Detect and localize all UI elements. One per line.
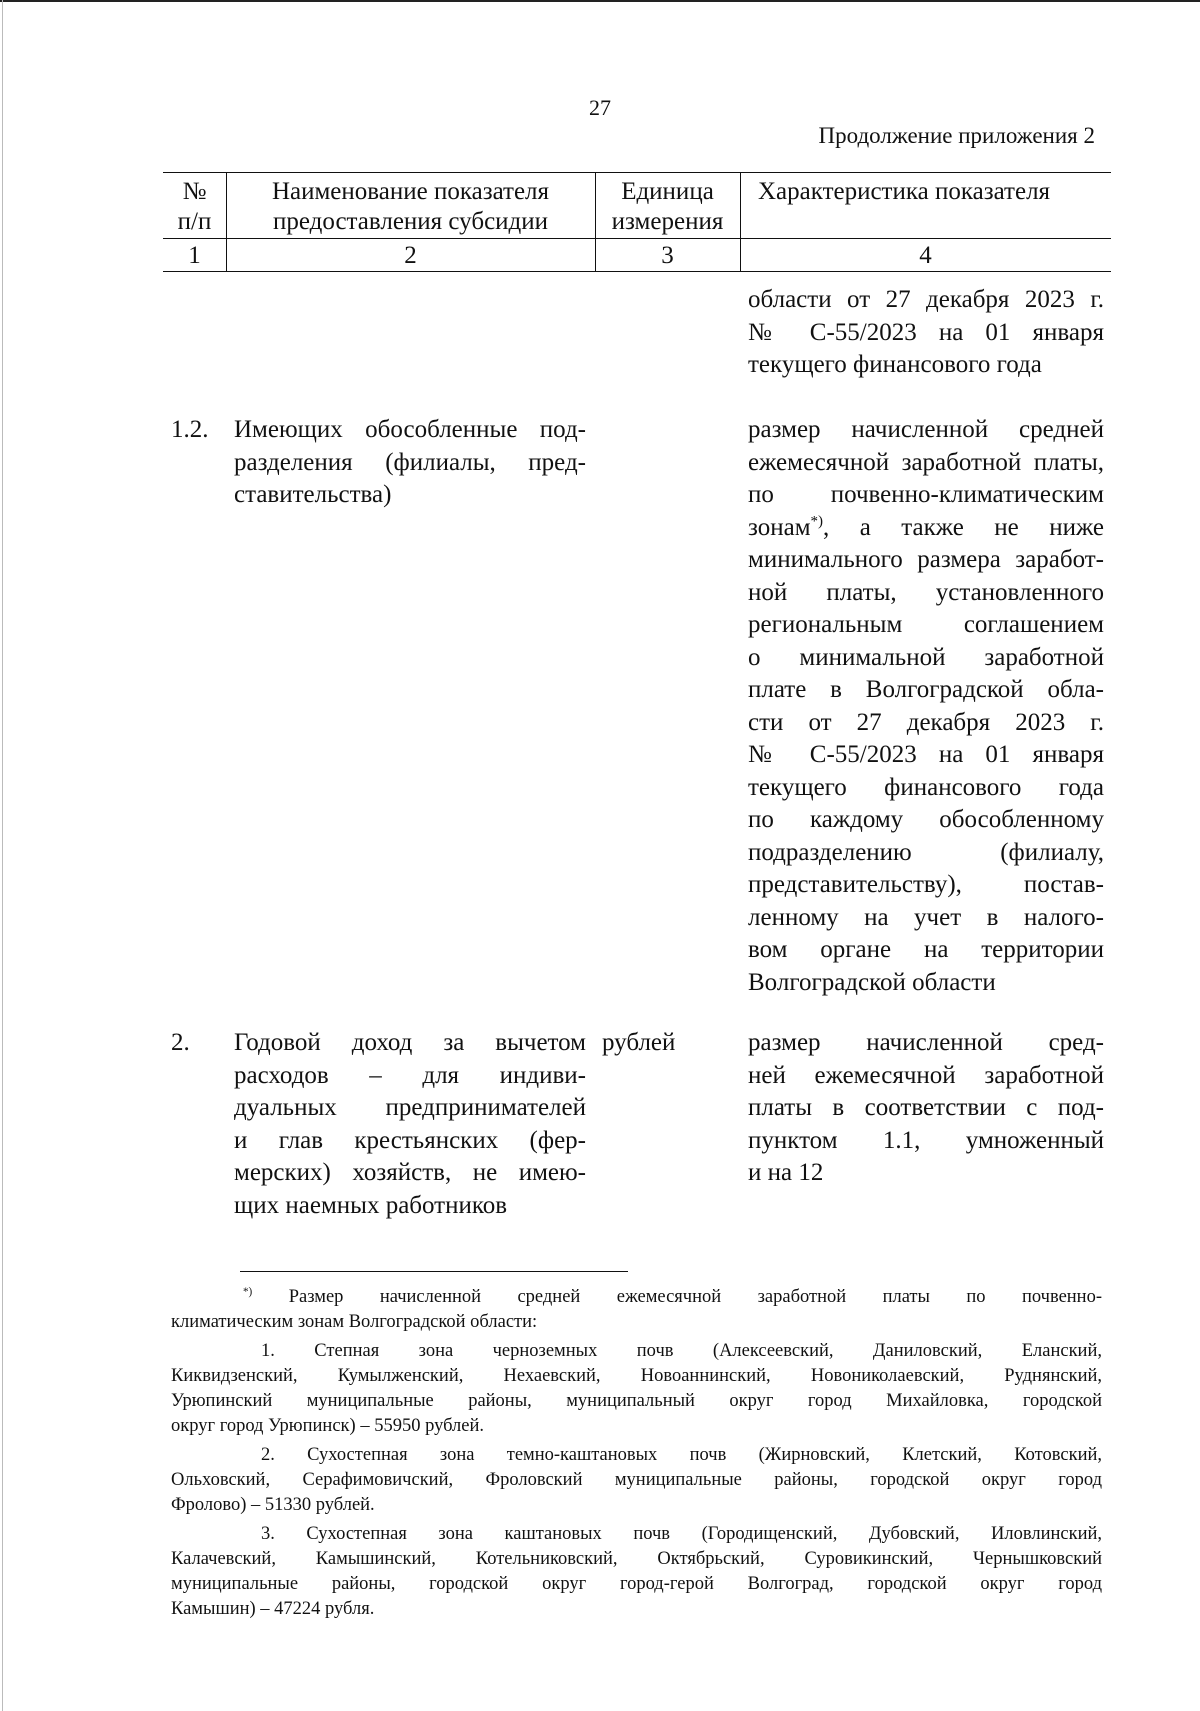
continuation-label: Продолжение приложения 2 — [818, 123, 1095, 148]
column-number: 2 — [404, 242, 417, 269]
footnote-item: 1. Степная зона черноземных почв (Алексеевский, Даниловский, Еланский, Киквидзенский, Кумылженский, Нехаевский, Новоаннинский, Новониколаевский, Руднянский, Урюпинский муниципальные районы, муниципальный округ город Михайловка, городской округ город Урюпинск) – 55950 рублей. — [171, 1341, 1102, 1436]
footnote-item: 2. Сухостепная зона темно-каштановых почв (Жирновский, Клетский, Котовский, Ольховский, Серафимовичский, Фроловский муниципальные районы, городской округ город Фролово) – 51330 рублей. — [171, 1445, 1102, 1515]
header-rule — [163, 238, 1111, 239]
header-cell-unit: Единица измерения — [611, 178, 724, 235]
table-row-continued-characteristic: области от 27 декабря 2023 г. № С-55/2023 на 01 января текущего финансового года — [748, 286, 1104, 378]
row-unit: рублей — [602, 1029, 676, 1056]
header-cell-characteristic: Характеристика показателя — [758, 178, 1051, 205]
column-numbers-rule — [163, 271, 1111, 272]
row-name: Годовой доход за вычетом расходов – для индиви- дуальных предпринимателей и глав крестьянских (фер- мерских) хозяйств, не имею- щих наемных работников — [234, 1029, 586, 1219]
footnote-mark: *) — [243, 1285, 253, 1298]
column-number: 1 — [188, 242, 201, 269]
scan-left-edge — [2, 0, 3, 1711]
row-name: Имеющих обособленные под- разделения (филиалы, пред- ставительства) — [234, 416, 586, 508]
zone-line: зонам*), а также не ниже — [748, 513, 1104, 541]
footnote-reference: *) — [810, 513, 824, 530]
row-characteristic: размер начисленной сред- ней ежемесячной заработной платы в соответствии с под- пунктом 1.1, умноженный и на 12 — [748, 1029, 1104, 1186]
footnote — [171, 1285, 1102, 1622]
header-cell-name: Наименование показателя предоставления субсидии — [271, 178, 550, 235]
scan-top-edge — [0, 0, 1200, 2]
column-number: 3 — [661, 242, 674, 269]
footnote-separator — [240, 1271, 628, 1272]
column-number: 4 — [919, 242, 932, 269]
row-characteristic: размер начисленной средней ежемесячной заработной платы, по почвенно-климатическим зонам*), а также не ниже минимального размера заработ- ной платы, установленного региональным соглашением о минимальной заработной плате в Волгоградской обла- сти от 27 декабря 2023 г. № С-55/2023 на 01 января текущего финансового года по каждому обособленному подразделению (филиалу, представительству), постав- ленному на учет в налого- вом органе на территории Волгоградской области — [748, 416, 1104, 996]
page-number: 27 — [589, 95, 611, 120]
footnote-item: 3. Сухостепная зона каштановых почв (Городищенский, Дубовский, Иловлинский, Калачевский, Камышинский, Котельниковский, Октябрьский, Суровикинский, Чернышковский муниципальные районы, городской округ город-герой Волгоград, городской округ город Камышин) – 47224 рубля. — [171, 1524, 1102, 1619]
footnote-intro: *) Размер начисленной средней ежемесячной заработной платы по почвенно- климатическим зонам Волгоградской области: — [171, 1285, 1102, 1332]
table-top-rule — [163, 172, 1111, 173]
header-cell-number: № п/п — [177, 178, 212, 235]
row-number: 2. — [171, 1029, 190, 1056]
row-number: 1.2. — [171, 416, 209, 443]
